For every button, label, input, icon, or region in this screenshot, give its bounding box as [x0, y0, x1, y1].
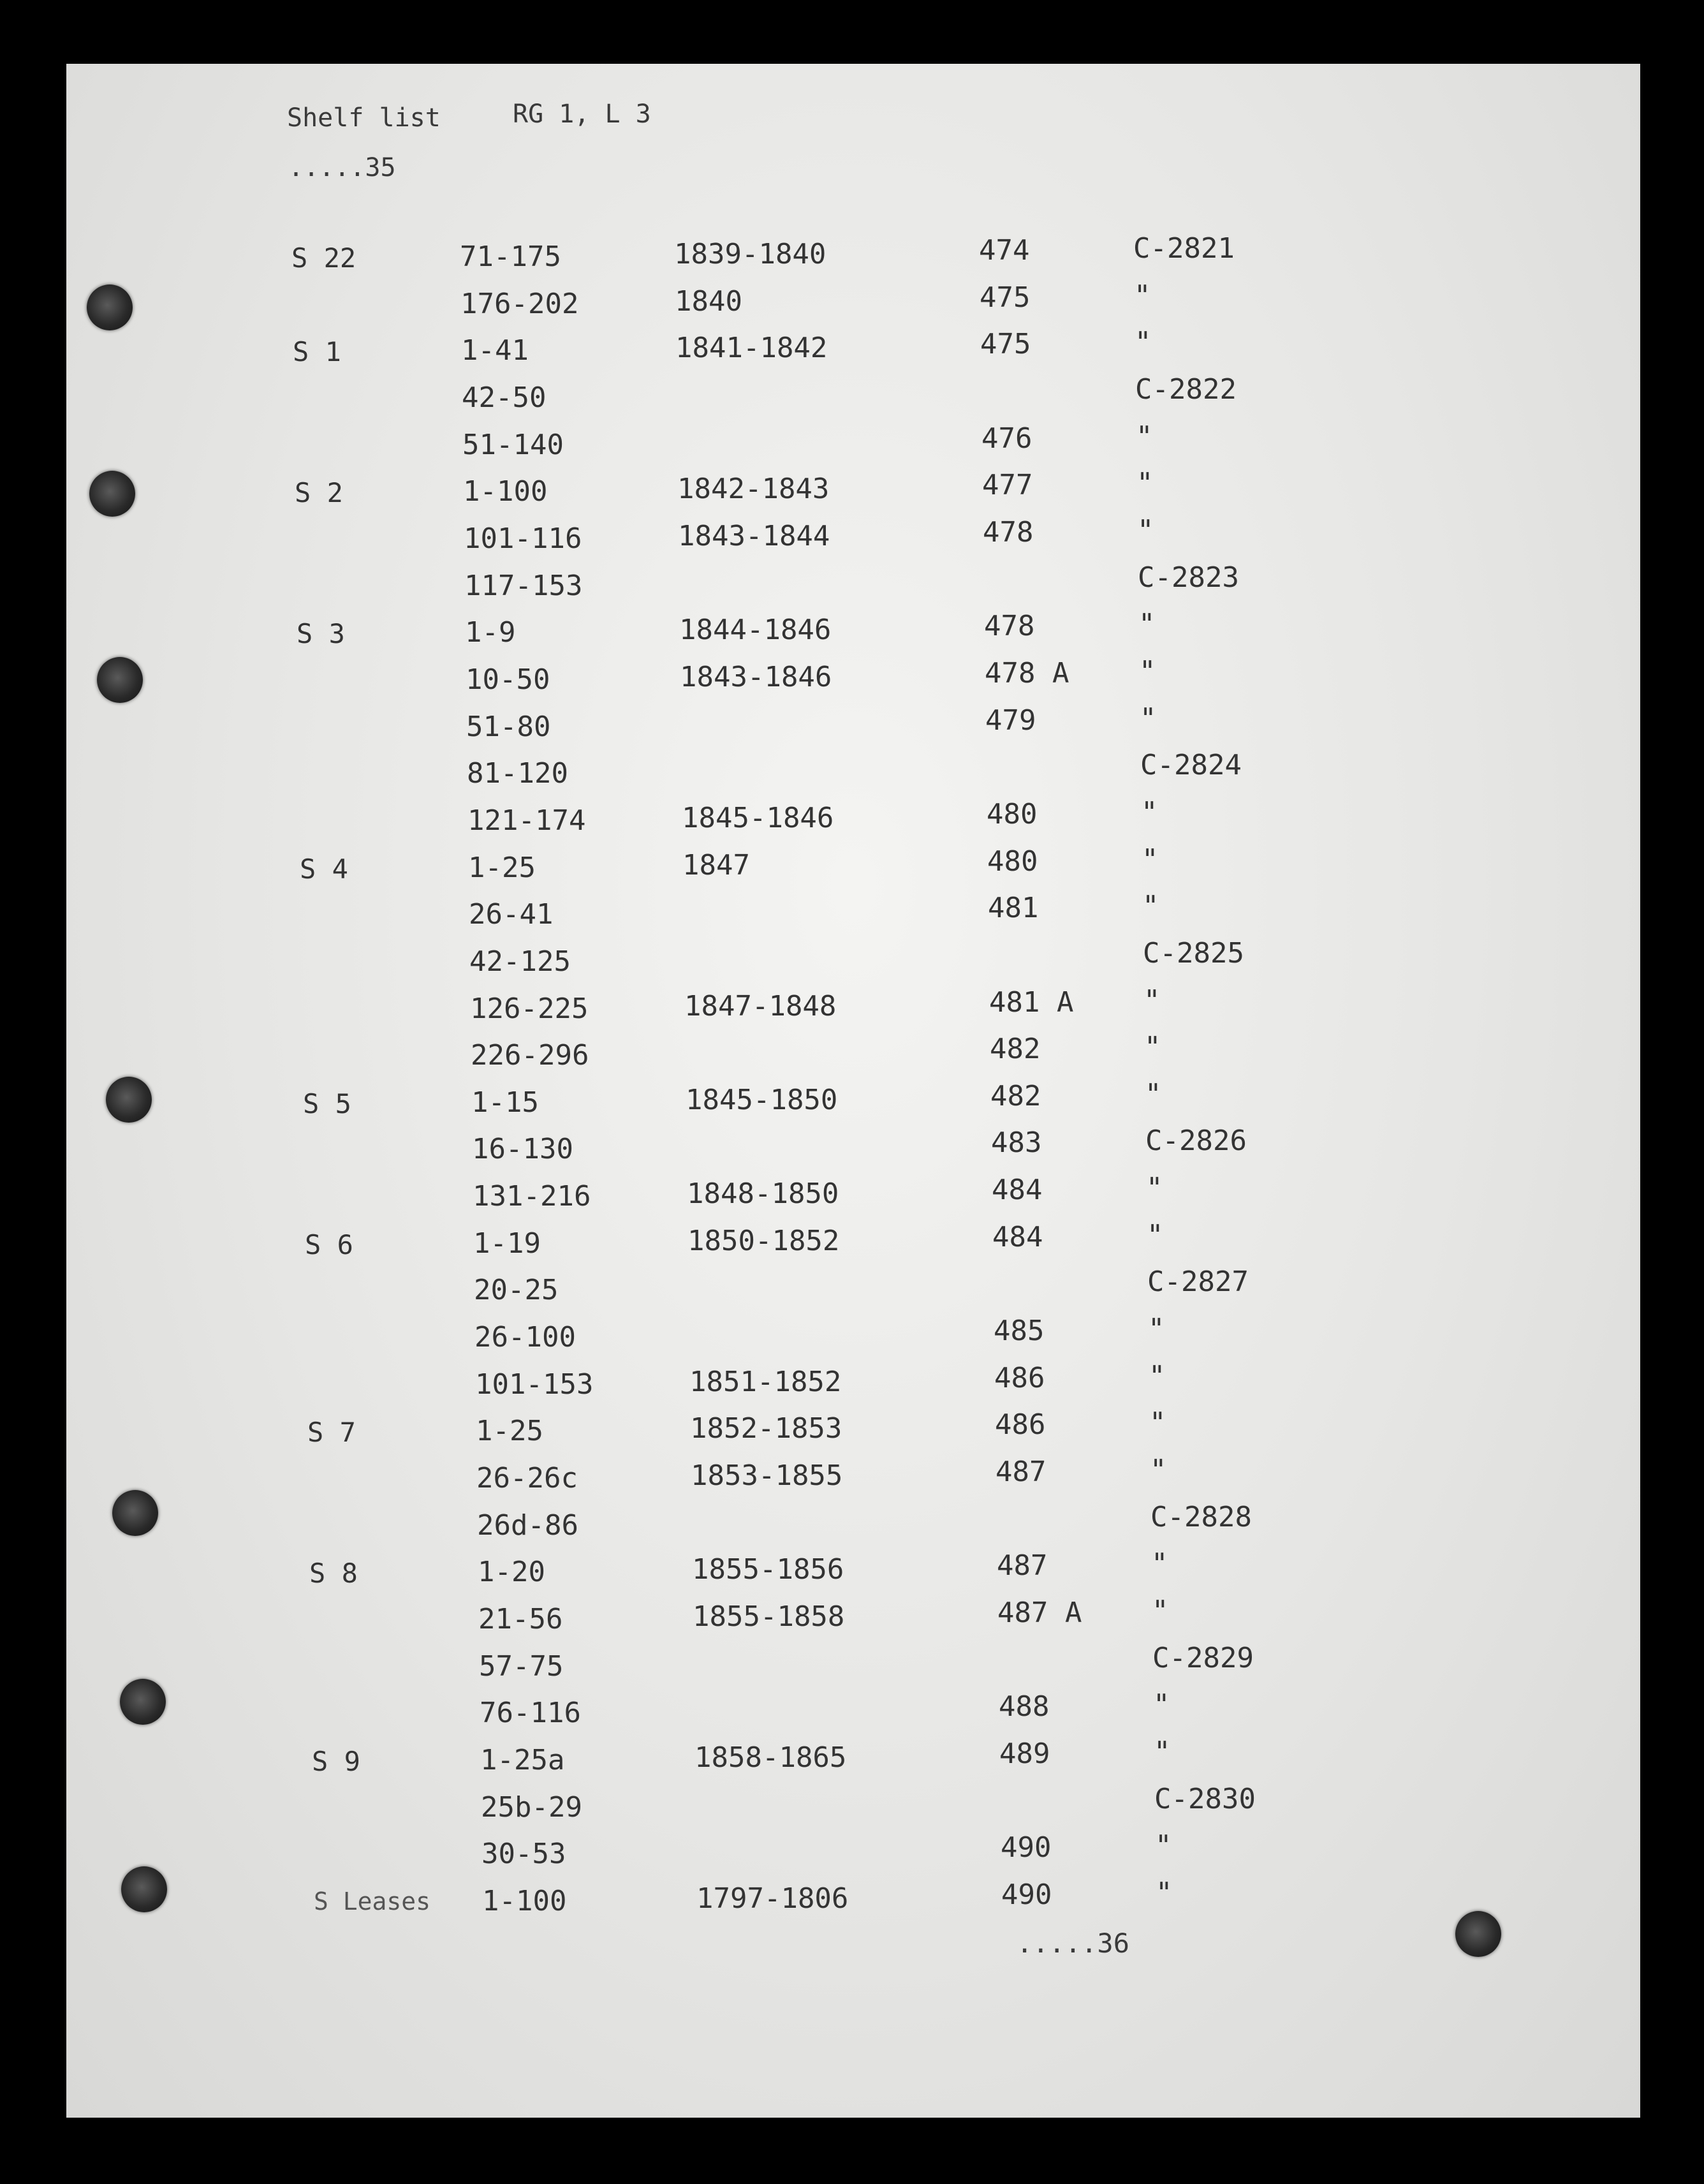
reel-cell: C-2828 — [1150, 1501, 1252, 1533]
item-range-cell: 1-25 — [476, 1415, 543, 1447]
reel-cell: " — [1148, 1313, 1165, 1345]
date-range-cell: 1839-1840 — [674, 238, 826, 270]
volume-cell: 481 — [988, 892, 1039, 924]
binder-hole — [97, 657, 143, 703]
reel-cell: " — [1143, 984, 1161, 1017]
series-cell: S 2 — [295, 477, 343, 508]
volume-cell: 478 — [983, 516, 1034, 549]
reel-cell: " — [1149, 1406, 1166, 1439]
binder-hole — [89, 471, 135, 517]
reel-cell: " — [1154, 1736, 1171, 1768]
date-range-cell: 1843-1844 — [678, 520, 830, 552]
volume-cell: 480 — [987, 845, 1038, 878]
reel-cell: " — [1138, 608, 1156, 640]
reel-cell: " — [1142, 843, 1159, 876]
item-range-cell: 131-216 — [473, 1180, 591, 1213]
volume-cell: 490 — [1001, 1831, 1052, 1864]
reel-cell: " — [1145, 1078, 1162, 1110]
reel-cell: " — [1134, 279, 1151, 312]
volume-cell: 487 A — [997, 1597, 1082, 1629]
date-range-cell: 1840 — [675, 285, 742, 318]
series-cell: S 1 — [293, 336, 341, 367]
reel-cell: " — [1152, 1595, 1169, 1627]
reel-cell: C-2822 — [1135, 373, 1237, 406]
item-range-cell: 30-53 — [481, 1838, 566, 1870]
item-range-cell: 176-202 — [460, 288, 579, 320]
volume-cell: 479 — [985, 704, 1036, 737]
series-cell: S 22 — [291, 242, 356, 274]
volume-cell: 484 — [992, 1174, 1043, 1206]
item-range-cell: 1-15 — [471, 1086, 539, 1119]
item-range-cell: 51-140 — [462, 429, 564, 461]
volume-cell: 475 — [980, 328, 1031, 360]
volume-cell: 474 — [979, 234, 1030, 267]
item-range-cell: 1-19 — [473, 1227, 541, 1260]
series-cell: S 6 — [305, 1229, 353, 1260]
date-range-cell: 1855-1856 — [692, 1553, 844, 1586]
date-range-cell: 1845-1846 — [682, 802, 834, 834]
item-range-cell: 1-20 — [478, 1556, 545, 1588]
volume-cell: 487 — [997, 1549, 1048, 1582]
reel-cell: C-2830 — [1154, 1783, 1256, 1815]
volume-cell: 477 — [982, 469, 1033, 501]
date-range-cell: 1842-1843 — [677, 473, 830, 505]
item-range-cell: 71-175 — [460, 240, 561, 273]
reel-cell: " — [1147, 1219, 1164, 1251]
reel-cell: " — [1139, 655, 1156, 688]
item-range-cell: 226-296 — [471, 1039, 589, 1072]
item-range-cell: 26-26c — [476, 1462, 578, 1494]
volume-cell: 478 — [984, 610, 1035, 642]
item-range-cell: 81-120 — [467, 757, 568, 790]
volume-cell: 484 — [992, 1221, 1043, 1253]
reel-cell: C-2824 — [1140, 749, 1242, 781]
date-range-cell: 1853-1855 — [691, 1459, 843, 1492]
date-range-cell: 1848-1850 — [687, 1177, 839, 1210]
volume-cell: 476 — [981, 422, 1032, 455]
volume-cell: 481 A — [989, 986, 1074, 1019]
item-range-cell: 1-25a — [480, 1744, 565, 1776]
binder-hole — [120, 1679, 166, 1725]
binder-hole — [87, 284, 133, 330]
item-range-cell: 57-75 — [479, 1650, 564, 1683]
series-cell: S 3 — [297, 618, 345, 649]
item-range-cell: 1-100 — [463, 475, 548, 508]
date-range-cell: 1797-1806 — [696, 1882, 849, 1915]
volume-cell: 490 — [1001, 1878, 1052, 1911]
date-range-cell: 1851-1852 — [689, 1366, 842, 1398]
item-range-cell: 1-100 — [482, 1885, 567, 1917]
date-range-cell: 1844-1846 — [679, 614, 832, 646]
reel-cell: " — [1140, 702, 1157, 735]
item-range-cell: 16-130 — [472, 1133, 573, 1165]
binder-hole — [1455, 1911, 1501, 1957]
volume-cell: 475 — [980, 281, 1031, 314]
item-range-cell: 101-153 — [475, 1368, 594, 1401]
header-title: Shelf list — [287, 103, 441, 133]
volume-cell: 486 — [995, 1408, 1046, 1441]
reel-cell: " — [1151, 1547, 1168, 1580]
reel-cell: " — [1141, 796, 1158, 829]
reel-cell: " — [1153, 1688, 1170, 1721]
series-cell: S 5 — [303, 1088, 351, 1119]
reel-cell: " — [1156, 1877, 1173, 1909]
item-range-cell: 101-116 — [464, 522, 582, 555]
item-range-cell: 1-9 — [465, 616, 516, 649]
reel-cell: " — [1146, 1172, 1163, 1204]
item-range-cell: 117-153 — [464, 570, 583, 602]
series-cell: S 7 — [307, 1417, 356, 1448]
volume-cell: 478 A — [985, 657, 1069, 690]
reel-cell: C-2827 — [1147, 1265, 1249, 1298]
item-range-cell: 20-25 — [474, 1274, 559, 1306]
item-range-cell: 42-125 — [469, 945, 571, 978]
volume-cell: 480 — [987, 798, 1038, 830]
reel-cell: " — [1144, 1031, 1161, 1063]
item-range-cell: 21-56 — [478, 1603, 563, 1635]
volume-cell: 483 — [991, 1126, 1042, 1159]
reel-cell: " — [1150, 1454, 1167, 1486]
date-range-cell: 1847 — [682, 849, 750, 882]
reel-cell: " — [1149, 1360, 1166, 1392]
reel-cell: " — [1142, 890, 1159, 922]
reel-cell: C-2826 — [1145, 1125, 1247, 1157]
binder-hole — [106, 1077, 152, 1123]
volume-cell: 482 — [990, 1080, 1041, 1112]
reel-cell: " — [1136, 420, 1153, 453]
next-page-ref: .....36 — [1017, 1928, 1130, 1959]
previous-page-ref: .....35 — [288, 153, 396, 182]
binder-hole — [112, 1490, 158, 1536]
item-range-cell: 121-174 — [467, 804, 586, 837]
volume-cell: 485 — [994, 1315, 1045, 1347]
reel-cell: " — [1137, 514, 1154, 547]
series-cell: S 9 — [312, 1746, 360, 1777]
item-range-cell: 126-225 — [470, 992, 589, 1025]
item-range-cell: 26-41 — [469, 898, 554, 931]
item-range-cell: 26d-86 — [477, 1509, 578, 1542]
date-range-cell: 1852-1853 — [690, 1412, 842, 1445]
reel-cell: " — [1136, 467, 1154, 499]
item-range-cell: 51-80 — [466, 711, 551, 743]
date-range-cell: 1843-1846 — [680, 661, 832, 693]
date-range-cell: 1850-1852 — [687, 1225, 840, 1257]
series-cell: S 8 — [309, 1558, 358, 1589]
reel-cell: C-2821 — [1133, 232, 1235, 265]
binder-hole — [121, 1866, 167, 1912]
reel-cell: " — [1155, 1829, 1172, 1862]
date-range-cell: 1845-1850 — [686, 1084, 838, 1116]
series-cell: S 4 — [300, 853, 348, 885]
item-range-cell: 10-50 — [466, 663, 550, 696]
item-range-cell: 25b-29 — [481, 1791, 582, 1824]
date-range-cell: 1841-1842 — [675, 332, 828, 364]
volume-cell: 482 — [990, 1033, 1041, 1065]
volume-cell: 488 — [999, 1690, 1050, 1723]
date-range-cell: 1847-1848 — [684, 990, 837, 1022]
volume-cell: 487 — [995, 1456, 1047, 1488]
item-range-cell: 42-50 — [462, 381, 547, 414]
item-range-cell: 1-41 — [461, 334, 529, 367]
record-group: RG 1, L 3 — [513, 100, 651, 129]
volume-cell: 489 — [999, 1738, 1050, 1770]
item-range-cell: 26-100 — [474, 1321, 576, 1354]
date-range-cell: 1858-1865 — [694, 1741, 847, 1774]
item-range-cell: 76-116 — [480, 1697, 581, 1729]
item-range-cell: 1-25 — [468, 852, 536, 884]
series-cell: S Leases — [314, 1887, 431, 1915]
volume-cell: 486 — [994, 1362, 1045, 1394]
reel-cell: C-2829 — [1152, 1642, 1254, 1674]
reel-cell: C-2825 — [1143, 937, 1244, 970]
reel-cell: " — [1135, 326, 1152, 358]
reel-cell: C-2823 — [1138, 561, 1239, 594]
date-range-cell: 1855-1858 — [693, 1600, 845, 1633]
